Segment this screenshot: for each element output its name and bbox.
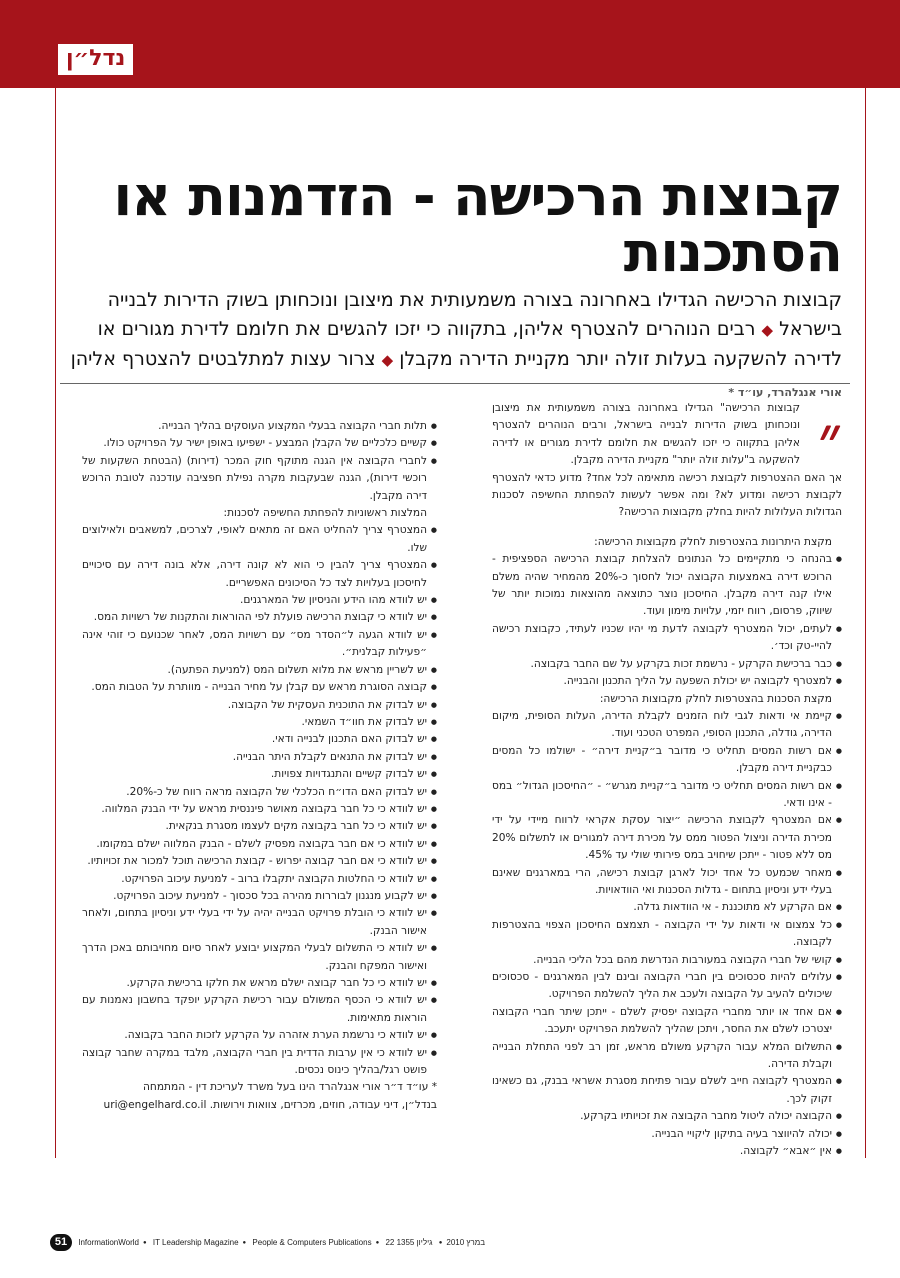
- list-item: ● הקבוצה יכולה ליטול מחבר הקבוצה את זכויותיו בקרקע.: [492, 1108, 842, 1125]
- list-item: ● יש לוודא כי החלטות הקבוצה יתקבלו ברוב - למניעת עיכוב הפרויקט.: [82, 871, 437, 888]
- list-item: ● קבוצה הסוגרת מראש עם קבלן על מחיר הבנייה - מוותרת על הטבות המס.: [82, 679, 437, 696]
- author-footnote: * עו״ד ד״ר אורי אנגלהרד הינו בעל משרד לעריכת דין - המתמחה: [143, 1081, 437, 1094]
- diamond-icon: ◆: [761, 321, 774, 339]
- list-item: ● יש לקבוע מנגנון לבוררות מהירה בכל סכסוך - למניעת עיכוב הפרויקט.: [82, 888, 437, 905]
- footer-issue-number: גיליון 1355: [396, 1238, 433, 1247]
- list-item: ● יש לוודא כי כל חבר בקבוצה מאושר פיננסית מראש על ידי הבנק המלווה.: [82, 801, 437, 818]
- list-item: ● תלות חברי הקבוצה בבעלי המקצוע העוסקים בהליך הבנייה.: [82, 418, 437, 435]
- right-text-column: [492, 400, 842, 1160]
- list-item: ● המצטרף צריך להבין כי הוא לא קונה דירה, אלא בונה דירה עם סיכויים לחיסכון בעלויות לצד כל הסיכונים האפשריים.: [82, 557, 437, 592]
- diamond-icon: ◆: [381, 351, 394, 369]
- list-item: ● יש לוודא כי הכסף המשולם עבור רכישת הקרקע יופקד בחשבון נאמנות עם הוראות מתאימות.: [82, 992, 437, 1027]
- list-item: ● יש לוודא כי קבוצת הרכישה פועלת לפי ההוראות והתקנות של רשויות המס.: [82, 609, 437, 626]
- deck-part-3: צרור עצות למתלבטים להצטרף אליהן: [70, 348, 376, 370]
- footer-magazine: IT Leadership Magazine: [152, 1238, 239, 1247]
- page-footer: [50, 1234, 485, 1251]
- list-item: ● יש לוודא כי הובלת פרויקט הבנייה יהיה על ידי בעלי ידע וניסיון בתחום, ולאחר אישור הבנק.: [82, 905, 437, 940]
- list-item: ● יש לבדוק את התנאים לקבלת היתר הבנייה.: [82, 749, 437, 766]
- list-item: ● קשיים כלכליים של הקבלן המבצע - ישפיעו באופן ישיר על הפרויקט כולו.: [82, 435, 437, 452]
- list-item: ● לעתים, יכול המצטרף לקבוצה לדעת מי יהיו שכניו לעתיד, כקבוצת רכישה להיי-טק וכד׳.: [492, 621, 842, 656]
- author-practice-areas: בנדל״ן, דיני עבודה, חוזים, מכרזים, צוואות וירושות.: [209, 1098, 437, 1111]
- list-item: ● לחברי הקבוצה אין הגנה מתוקף חוק המכר (דירות) (הבטחת השקעות של רוכשי דירות), הגנה שבעקבות מקרה נפילת חפציבה עודכנה לטובת הרוכש דירה מקבלן.: [82, 453, 437, 505]
- list-item: ● יש לבדוק קשיים והתנגדויות צפויות.: [82, 766, 437, 783]
- list-item: ● יש לוודא כי אם חבר קבוצה יפרוש - קבוצת הרכישה תוכל למכור את זכויותיו.: [82, 853, 437, 870]
- list-item: ● המצטרף לקבוצה חייב לשלם עבור פתיחת מסגרת אשראי בבנק, גם כשאינו זקוק לכך.: [492, 1073, 842, 1108]
- list-item: ● יש לוודא כי אם חבר בקבוצה מפסיק לשלם - הבנק המלווה ישלם במקומו.: [82, 836, 437, 853]
- list-item: ● למצטרף לקבוצה יש יכולת השפעה על הליך התכנון והבנייה.: [492, 673, 842, 690]
- deck-part-1: קבוצות הרכישה הגדילו באחרונה בצורה משמעותית את מיצובן ונוכחותן בשוק הדירות לבנייה בישראל: [107, 289, 842, 340]
- list-item: ● אם הקרקע לא מתוכננת - אי הוודאות גדלה.: [492, 899, 842, 916]
- list-item: ● המצטרף צריך להחליט האם זה מתאים לאופי, לצרכים, למשאבים ולאילוצים שלו.: [82, 522, 437, 557]
- list-item: ● מאחר שכמעט כל אחד יכול לארגן קבוצת רכישה, הרי במארגנים שאינם בעלי ידע וניסיון בתחום - גדלות הסכנות ואי הוודאויות.: [492, 865, 842, 900]
- list-item: ● יש לבדוק האם הדו״ח הכלכלי של הקבוצה מראה רווח של כ-20%.: [82, 784, 437, 801]
- list-item: ● קיימת אי ודאות לגבי לוח הזמנים לקבלת הדירה, העלות הסופית, מיקום הדירה, גודלה, התכנון הסופי, המפרט הטכני ועוד.: [492, 708, 842, 743]
- list-item: ● כבר ברכישת הקרקע - נרשמת זכות בקרקע על שם החבר בקבוצה.: [492, 656, 842, 673]
- recommendations-heading: המלצות ראשוניות להפחתת החשיפה לסכנות:: [223, 507, 427, 520]
- list-item: ● התשלום המלא עבור הקרקע משולם מראש, זמן רב לפני התחלת הבנייה וקבלת הדירה.: [492, 1039, 842, 1074]
- list-item: ● יש לבדוק האם התכנון לבנייה ודאי.: [82, 731, 437, 748]
- list-item: ● יש לשריין מראש את מלוא תשלום המס (למניעת הפתעה).: [82, 662, 437, 679]
- list-item: ● אם רשות המסים תחליט כי מדובר ב״קניית מגרש״ - ״החיסכון הגדול״ במס - אינו ודאי.: [492, 778, 842, 813]
- list-item: ● יש לוודא כי התשלום לבעלי המקצוע יבוצע לאחר סיום מחויבותם באכן הדרך ואישור המפקח והבנק.: [82, 940, 437, 975]
- byline-divider: [60, 383, 850, 384]
- bullet-icon: ●: [438, 1239, 443, 1246]
- list-item: ● יש לוודא הגעה ל״הסדר מס״ עם רשויות המס, לאחר שכנועם כי זוהי אינה ״פעילות קבלנית״.: [82, 627, 437, 662]
- list-item: ● יש לוודא כי נרשמת הערת אזהרה על הקרקע לזכות החבר בקבוצה.: [82, 1027, 437, 1044]
- lead-paragraph-2: אך האם ההצטרפות לקבוצת רכישה מתאימה לכל אחד? מדוע כדאי להצטרף לקבוצת רכישה ומדוע לא? ומה אפשר לעשות להפחתת החשיפה לסכנות הגדולות העלולות להיות בחלק מקבוצות הרכישה?: [492, 471, 842, 519]
- list-item: ● יש לוודא מהו הידע והניסיון של המארגנים.: [82, 592, 437, 609]
- list-item: ● בהנחה כי מתקיימים כל הנתונים להצלחת קבוצת הרכישה הספציפית - הרוכש דירה באמצעות הקבוצה יכול לחסוך כ-20% מהמחיר שהיה משלם אילו קנה דירה מקבלן. החיסכון נוצר כתוצאה מהוצאות נמוכות יותר של שיווק, פרסום, רווח יזמי, עלויות מימון ועוד.: [492, 551, 842, 621]
- section-tag: נדל״ן: [58, 44, 133, 75]
- bullet-icon: ●: [375, 1239, 380, 1246]
- list-item: ● אם אחד או יותר מחברי הקבוצה יפסיק לשלם - ייתכן שיתר חברי הקבוצה יצטרכו לשלם את החסר, ויתכן שהליך להשלמת הפרויקט יתעכב.: [492, 1004, 842, 1039]
- footer-issue-date: 22 במרץ 2010: [385, 1238, 485, 1247]
- page-number: 51: [50, 1234, 72, 1251]
- list-item: ● אין ״אבא״ לקבוצה.: [492, 1143, 842, 1160]
- list-item: ● יש לוודא כי אין ערבות הדדית בין חברי הקבוצה, מלבד במקרה שחבר קבוצה פושט רגל/בהליך כינוס נכסים.: [82, 1045, 437, 1080]
- author-footnote-line-2: [82, 1097, 437, 1114]
- list-item: ● יש לבדוק את התוכנית העסקית של הקבוצה.: [82, 697, 437, 714]
- risks-list: [492, 708, 842, 1161]
- list-item: ● יש לבדוק את חוו״ד השמאי.: [82, 714, 437, 731]
- article-deck: [52, 286, 842, 375]
- footer-publication: InformationWorld: [78, 1238, 139, 1247]
- advantages-heading: מקצת היתרונות בהצטרפות לחלק מקבוצות הרכישה:: [594, 535, 832, 548]
- list-item: ● אם המצטרף לקבוצת הרכישה ״יצור עסקת אקראי לרווח מיידי על ידי מכירת הדירה וניצול הפטור ממס על מכירת דירה למגורים או לתשלום 20% מס ללא פטור - ייתכן שיחויב במס פירותי שולי עד 45%.: [492, 812, 842, 864]
- list-item: ● כל צמצום אי ודאות על ידי הקבוצה - תצמצם החיסכון הצפוי בהצטרפות לקבוצה.: [492, 917, 842, 952]
- top-color-band: [0, 0, 900, 88]
- list-item: ● אם רשות המסים תחליט כי מדובר ב״קניית דירה״ - ישולמו כל המסים כבקניית דירה מקבלן.: [492, 743, 842, 778]
- risks-list-continued: [82, 418, 437, 505]
- right-border-rule: [865, 0, 866, 1158]
- risks-heading: מקצת הסכנות בהצטרפות לחלק מקבוצות הרכישה:: [599, 692, 832, 705]
- list-item: ● קושי של חברי הקבוצה במעורבות הנדרשת מהם בכל הליכי הבנייה.: [492, 952, 842, 969]
- list-item: ● יש לוודא כי כל חבר בקבוצה מקים לעצמו מסגרת בנקאית.: [82, 818, 437, 835]
- list-item: ● יש לוודא כי כל חבר קבוצה ישלם מראש את חלקו ברכישת הקרקע.: [82, 975, 437, 992]
- author-email[interactable]: uri@engelhard.co.il: [103, 1098, 207, 1111]
- lead-paragraph: קבוצות הרכישה" הגדילו באחרונה בצורה משמעותית את מיצובן ונוכחותן בשוק הדירות לבנייה בישראל, ורבים הנוהרים להצטרף אליהן בתקווה כי יזכו להגשים את חלומם לדירת מגורים או לדירה להשקעה ב"עלות זולה יותר" מקניית הדירה מקבלן.: [492, 402, 800, 467]
- recommendations-list: [82, 522, 437, 1079]
- deck-part-2: רבים הנוהרים להצטרף אליהן, בתקווה כי יזכו להגשים את חלומם לדירת מגורים או לדירה להשקעה בעלות זולה יותר מקניית הדירה מקבלן: [97, 318, 842, 370]
- list-item: ● עלולים להיות סכסוכים בין חברי הקבוצה ובינם לבין המארגנים - סכסוכים שיכולים להעיב על הקבוצה ולעכב את הליך להשלמת הפרויקט.: [492, 969, 842, 1004]
- footer-publisher: People & Computers Publications: [252, 1238, 372, 1247]
- list-item: ● יכולה להיווצר בעיה בתיקון ליקויי הבנייה.: [492, 1126, 842, 1143]
- left-border-rule: [55, 88, 56, 1158]
- quote-mark-icon: ״: [818, 402, 842, 475]
- paragraph-gap: [492, 522, 842, 534]
- left-text-column: [82, 418, 437, 1114]
- article-headline: קבוצות הרכישה - הזדמנות או הסתכנות: [113, 164, 842, 284]
- bullet-icon: ●: [143, 1239, 147, 1246]
- byline: אורי אנגלהרד, עו״ד *: [728, 386, 842, 399]
- bullet-icon: ●: [242, 1239, 247, 1246]
- advantages-list: [492, 551, 842, 690]
